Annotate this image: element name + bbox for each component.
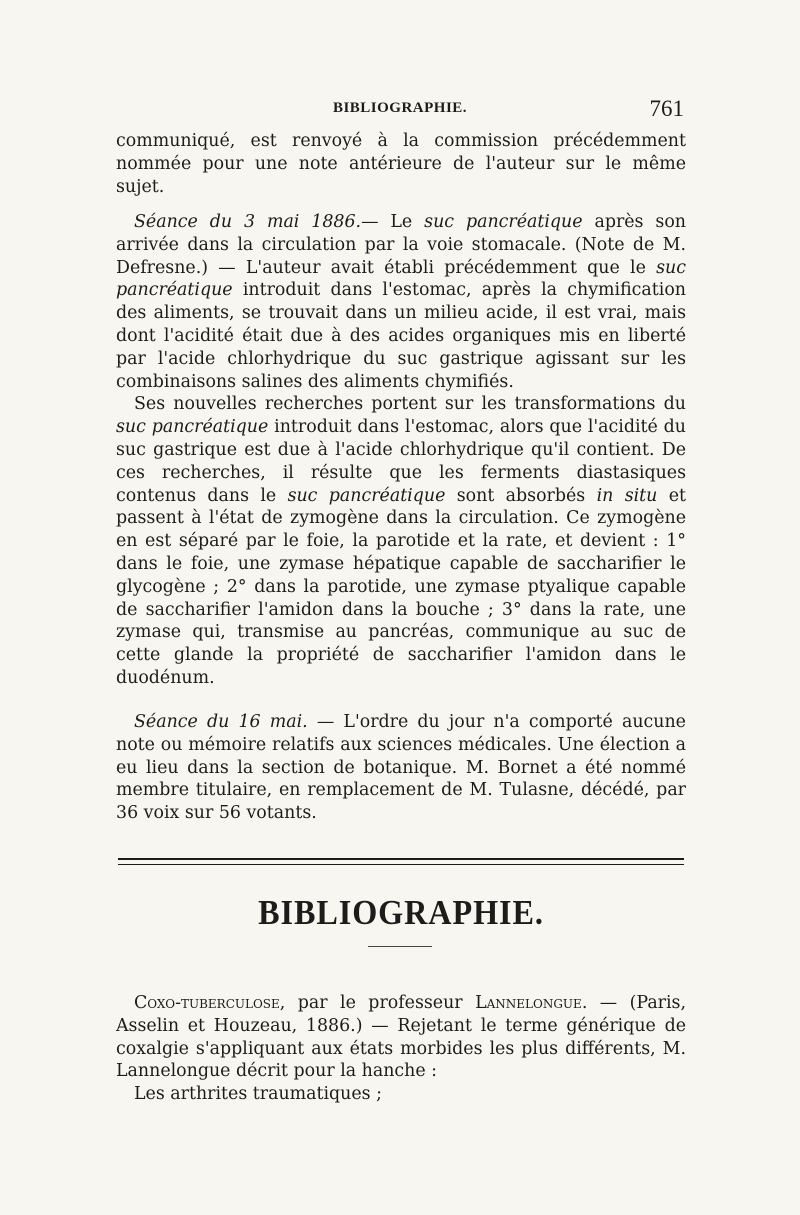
bibliography-block (116, 992, 686, 1106)
text-run: sont absorbés (445, 485, 597, 506)
section-rule-bottom (118, 864, 684, 865)
text-run: — Le (361, 212, 425, 232)
text-run: . — (Paris, Asselin et Houzeau, 1886.) — Rejetant le terme générique de coxalgie s'appliquant aux états morbides les plus différents, M. Lannelongue décrit pour la hanche : (116, 993, 687, 1082)
running-title: BIBLIOGRAPHIE. (332, 100, 468, 116)
italic-term: suc pancréatique (116, 417, 269, 438)
bibliography-entry (116, 992, 686, 1083)
text-block-seance-16-mai (116, 711, 686, 825)
page-number: 761 (649, 96, 684, 121)
text-block-continuation (116, 130, 686, 198)
text-run: introduit dans l'estomac, après la chymification des aliments, se trouvait dans un milieu acide, il est vrai, mais dont l'acidité était due à des acides organiques mis en liberté par l'acide chlorhydrique du suc gastrique agissant sur les combinaisons salines des aliments chymifiés. (116, 280, 686, 392)
section-rule-top (118, 858, 684, 860)
entry-title: Coxo-tuberculose (134, 993, 280, 1013)
section-title: BIBLIOGRAPHIE. (258, 893, 544, 932)
text-run: Ses nouvelles recherches portent sur les transformations du (134, 394, 686, 415)
text-run: introduit dans l'estomac, alors que l'acidité du suc gastrique est due à l'acide chlorhydrique qu'il contient. De ces recherches, il résulte que les ferments diastasiques contenus dans le (116, 417, 687, 506)
section-title-underline (368, 946, 432, 947)
italic-term: suc pancréatique (116, 257, 686, 301)
italic-term: suc pancréatique (287, 485, 446, 506)
seance-date: Séance du 16 mai. (134, 712, 308, 732)
paragraph-seance-3-mai (116, 211, 686, 393)
seance-date: Séance du 3 mai 1886. (134, 212, 362, 232)
text-run: après son arrivée dans la circulation par la voie stomacale. (Note de M. Defresne.) — L'auteur avait établi précédemment que le (116, 212, 686, 278)
bibliography-list-item: Les arthrites traumatiques ; (134, 1084, 382, 1105)
italic-term: in situ (596, 485, 658, 506)
text-run: , par le professeur (279, 993, 476, 1013)
text-run: et passent à l'état de zymogène dans la circulation. Ce zymogène en est séparé par le foie, la parotide et la rate, et devient : 1° dans le foie, une zymase hépatique capable de saccharifier le glycogène ; 2° dans la parotide, une zymase ptyalique capable de saccharifier l'amidon dans la bouche ; 3° dans la rate, une zymase qui, transmise au pancréas, communique au suc de cette glande la propriété de saccharifier l'amidon dans le duodénum. (116, 485, 687, 688)
page-header (116, 98, 684, 126)
entry-author: Lannelongue (475, 993, 582, 1013)
paragraph-seance-16-mai (116, 711, 686, 825)
text-run: — L'ordre du jour n'a comporté aucune note ou mémoire relatifs aux sciences médicales. Une élection a eu lieu dans la section de botanique. M. Bornet a été nommé membre titulaire, en remplacement de M. Tulasne, décédé, par 36 voix sur 56 votants. (116, 712, 686, 824)
italic-term: suc pancréatique (424, 212, 583, 232)
text-block-seance-3-mai (116, 211, 686, 690)
paragraph-continuation: communiqué, est renvoyé à la commission précédemment nommée pour une note antérieure de l'auteur sur le même sujet. (116, 131, 686, 197)
paragraph-nouvelles-recherches (116, 393, 686, 689)
